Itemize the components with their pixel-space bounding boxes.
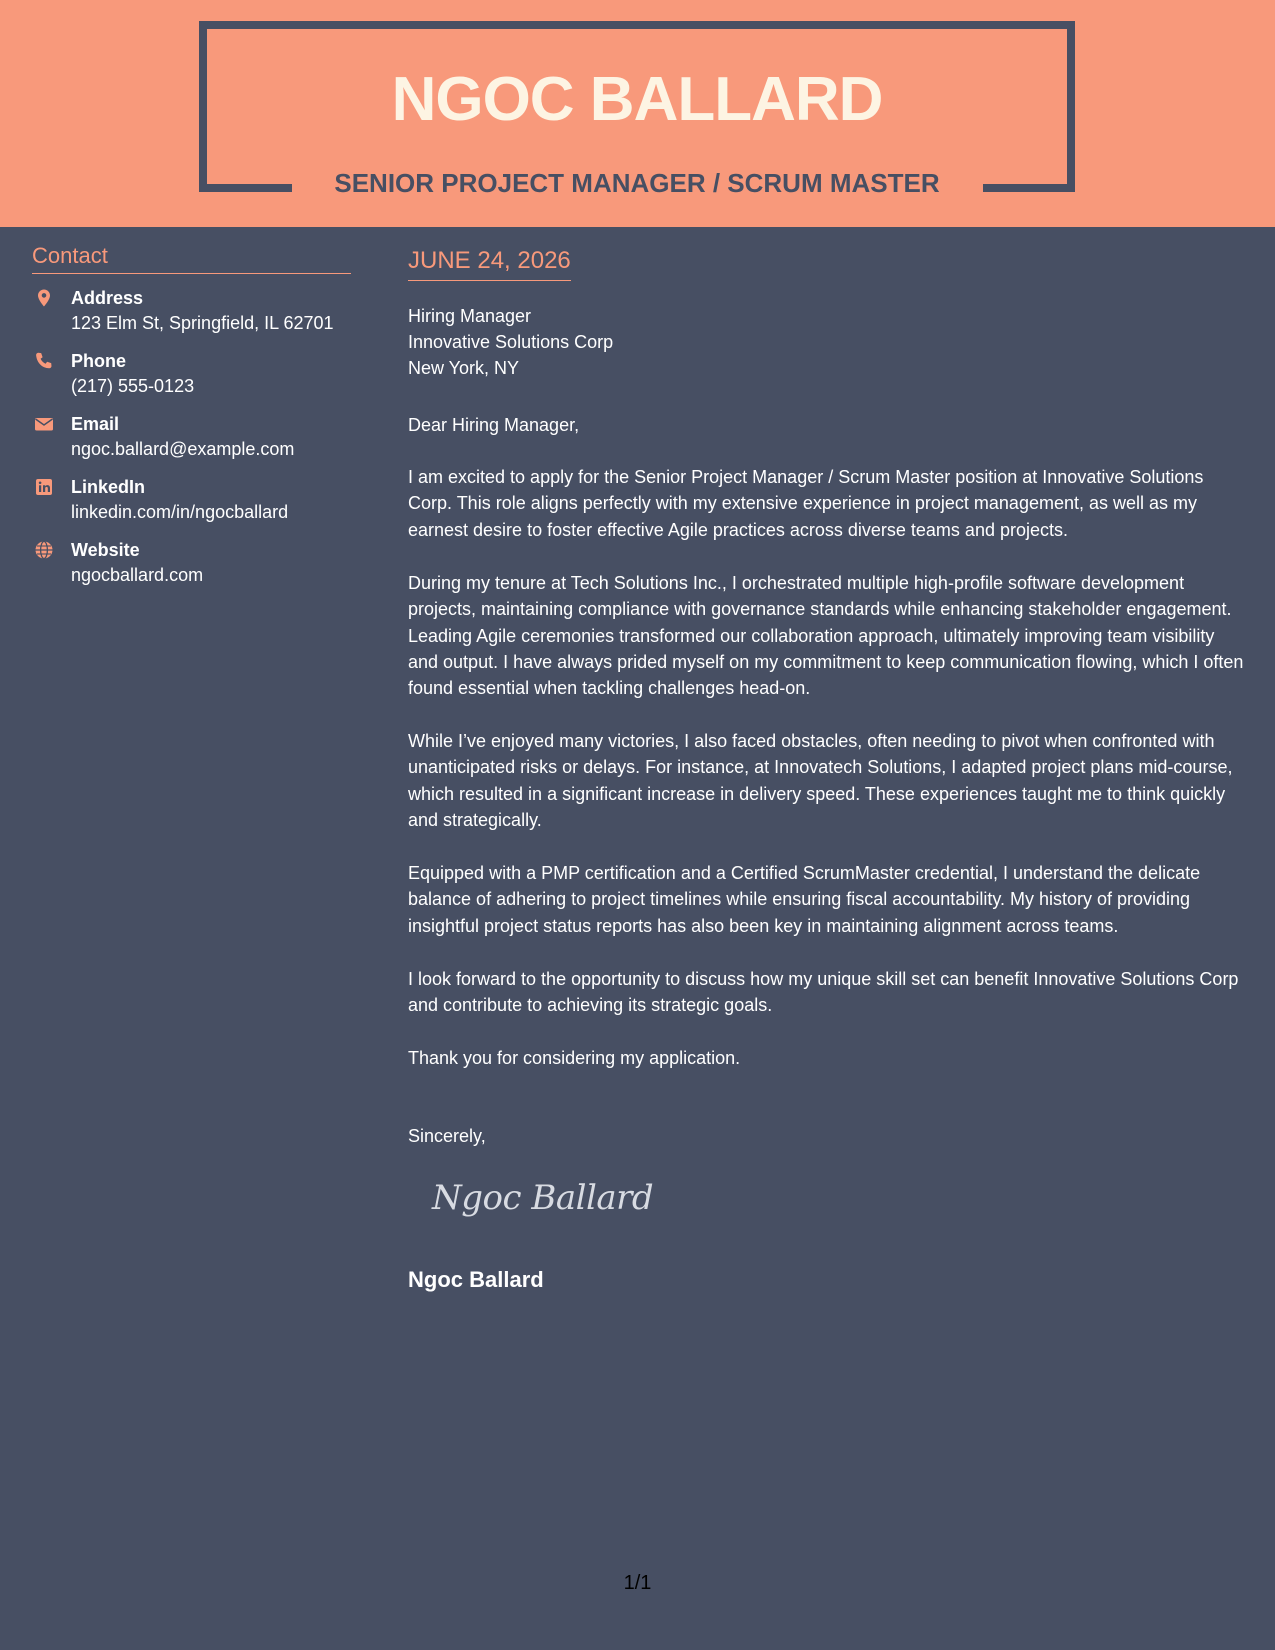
contact-label: Phone (71, 351, 127, 371)
body-paragraph: During my tenure at Tech Solutions Inc., I orchestrated multiple high-profile software development projects, maintaining compliance with governance standards while enhancing stakeholder engagement. Leading Agile ceremonies transformed our collaboration approach, ultimately improving team visibility and output. I have always prided myself on my commitment to keep communication flowing, which I often found essential when tackling challenges head-on. (408, 573, 1244, 699)
job-title: SENIOR PROJECT MANAGER / SCRUM MASTER (334, 168, 940, 198)
page-number: 1/1 (623, 1572, 652, 1594)
contact-value-address: 123 Elm St, Springfield, IL 62701 (71, 313, 334, 333)
globe-icon (34, 540, 54, 560)
body-paragraph: While I’ve enjoyed many victories, I also faced obstacles, often needing to pivot when confronted with unanticipated risks or delays. For instance, at Innovatech Solutions, I adapted project plans mid-course, which resulted in a significant increase in delivery speed. These experiences taught me to think quickly and strategically. (408, 731, 1233, 830)
contact-heading: Contact (32, 242, 351, 274)
signed-name: Ngoc Ballard (408, 1267, 544, 1292)
contact-item-phone (32, 349, 362, 412)
recipient-company: Innovative Solutions Corp (408, 332, 614, 352)
header-banner (0, 0, 1275, 227)
contact-item-linkedin (32, 475, 362, 538)
letter-date: JUNE 24, 2026 (408, 246, 571, 281)
sign-off: Sincerely, (408, 1126, 486, 1146)
contact-item-address (32, 286, 362, 349)
contact-list (32, 286, 362, 601)
map-pin-icon (34, 288, 54, 308)
body-paragraph: Equipped with a PMP certification and a Certified ScrumMaster credential, I understand the delicate balance of adhering to project timelines while ensuring fiscal accountability. My history of providing insightful project status reports has also been key in maintaining alignment across teams. (408, 863, 1201, 936)
phone-icon (34, 351, 54, 371)
envelope-icon (34, 414, 54, 434)
contact-value-linkedin: linkedin.com/in/ngocballard (71, 502, 289, 522)
body-paragraph: I look forward to the opportunity to discuss how my unique skill set can benefit Innovative Solutions Corp and contribute to achieving its strategic goals. (408, 969, 1239, 1016)
contact-value-email: ngoc.ballard@example.com (71, 439, 295, 459)
contact-label: Email (71, 414, 120, 434)
linkedin-icon (34, 477, 54, 497)
contact-label: Address (71, 288, 144, 308)
body-paragraph: Thank you for considering my application. (408, 1048, 741, 1068)
contact-value-phone: (217) 555-0123 (71, 376, 195, 396)
recipient-location: New York, NY (408, 358, 520, 378)
recipient-title: Hiring Manager (408, 306, 532, 326)
contact-label: Website (71, 540, 140, 560)
contact-label: LinkedIn (71, 477, 146, 497)
contact-item-email (32, 412, 362, 475)
contact-value-website: ngocballard.com (71, 565, 204, 585)
body-paragraph: I am excited to apply for the Senior Project Manager / Scrum Master position at Innovative Solutions Corp. This role aligns perfectly with my extensive experience in project management, as well as my earnest desire to foster effective Agile practices across diverse teams and projects. (408, 467, 1204, 540)
handwritten-signature: Ngoc Ballard (432, 1178, 654, 1218)
contact-item-website (32, 538, 362, 601)
recipient-block (408, 303, 613, 381)
applicant-name: NGOC BALLARD (391, 65, 883, 134)
greeting: Dear Hiring Manager, (408, 415, 580, 435)
